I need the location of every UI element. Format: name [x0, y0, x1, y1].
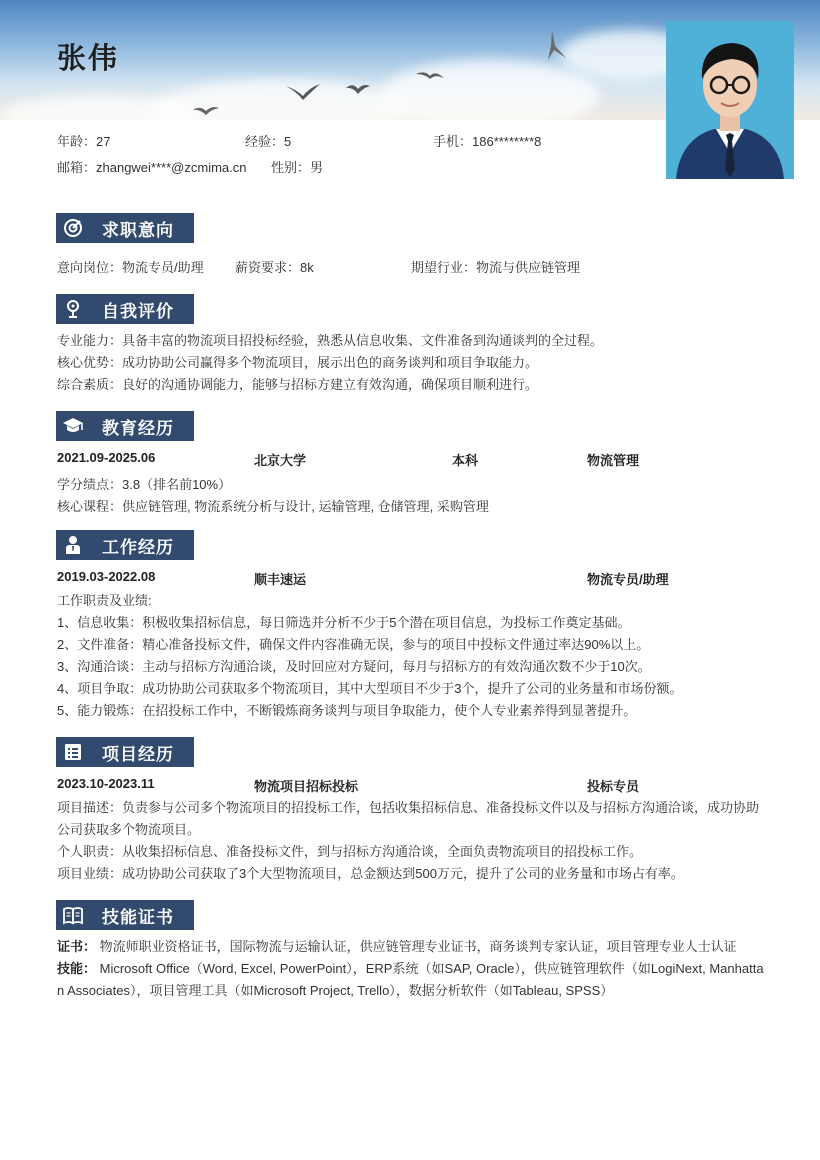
intent-industry: 期望行业：物流与供应链管理 [411, 260, 581, 275]
project-details [57, 797, 769, 885]
seagull-icon [538, 28, 568, 62]
section-header-education [56, 411, 194, 441]
section-title: 技能证书 [102, 907, 174, 927]
graduation-cap-icon [58, 411, 88, 441]
self-eval-line: 综合素质：良好的沟通协调能力，能够与招标方建立有效沟通，确保项目顺利进行。 [57, 377, 539, 392]
work-date: 2019.03-2022.08 [57, 569, 156, 584]
list-icon [58, 737, 88, 767]
certificates-text: 物流师职业资格证书，国际物流与运输认证，供应链管理专业证书，商务谈判专家认证，项目管理专业人士认证 [99, 939, 737, 954]
project-role: 投标专员 [587, 779, 640, 794]
intent-position: 意向岗位：物流专员/助理 [57, 260, 204, 275]
education-degree: 本科 [452, 453, 479, 468]
certificates-line [57, 936, 769, 958]
section-header-skills [56, 900, 194, 930]
gender-info: 性别：男 [271, 160, 324, 175]
section-header-intent [56, 213, 194, 243]
work-duty-item: 3、沟通洽谈：主动与招标方沟通洽谈，及时回应对方疑问，每月与招标方的有效沟通次数不少于10次。 [57, 659, 651, 674]
section-title: 自我评价 [102, 301, 174, 321]
work-duty-item: 1、信息收集：积极收集招标信息，每日筛选并分析不少于5个潜在项目信息，为投标工作奠定基础。 [57, 615, 631, 630]
flower-icon [58, 294, 88, 324]
section-title: 项目经历 [102, 744, 174, 764]
seagull-icon [192, 104, 220, 116]
person-avatar-icon [666, 21, 794, 179]
section-title: 求职意向 [102, 220, 174, 240]
education-date: 2021.09-2025.06 [57, 450, 156, 465]
work-duty-item: 2、文件准备：精心准备投标文件，确保文件内容准确无误，参与的项目中投标文件通过率达90%以上。 [57, 637, 650, 652]
project-result: 项目业绩：成功协助公司获取了3个大型物流项目，总金额达到500万元，提升了公司的业务量和市场占有率。 [57, 866, 684, 881]
skills-text: Microsoft Office（Word, Excel, PowerPoint），ERP系统（如SAP, Oracle），供应链管理软件（如LogiNext, Manhattan Associates），项目管理工具（如Microsoft Project, Trello），数据分析软件（如Tableau, SPSS） [57, 961, 764, 998]
work-company: 顺丰速运 [254, 572, 307, 587]
project-duty: 个人职责：从收集招标信息、准备投标文件，到与招标方沟通洽谈，全面负责物流项目的招投标工作。 [57, 844, 643, 859]
phone-info: 手机：186********8 [433, 134, 542, 149]
book-icon [58, 900, 88, 930]
work-role: 物流专员/助理 [587, 572, 669, 587]
target-icon [58, 213, 88, 243]
self-eval-list [57, 330, 769, 396]
seagull-icon [415, 68, 445, 84]
work-duties-label: 工作职责及业绩: [57, 593, 152, 608]
intent-salary: 薪资要求：8k [235, 260, 314, 275]
work-duty-item: 4、项目争取：成功协助公司获取多个物流项目，其中大型项目不少于3个，提升了公司的业务量和市场份额。 [57, 681, 683, 696]
education-major: 物流管理 [587, 453, 640, 468]
self-eval-line: 专业能力：具备丰富的物流项目招投标经验，熟悉从信息收集、文件准备到沟通谈判的全过程。 [57, 333, 604, 348]
seagull-icon [285, 82, 321, 102]
skills-details [57, 936, 769, 1002]
project-name: 物流项目招标投标 [254, 779, 359, 794]
project-description: 项目描述：负责参与公司多个物流项目的招投标工作，包括收集招标信息、准备投标文件以及与招标方沟通洽谈，成功协助公司获取多个物流项目。 [57, 800, 760, 837]
profile-photo [666, 21, 794, 179]
person-icon [58, 530, 88, 560]
self-eval-line: 核心优势：成功协助公司赢得多个物流项目，展示出色的商务谈判和项目争取能力。 [57, 355, 539, 370]
experience-info: 经验：5 [245, 134, 292, 149]
certificates-label: 证书： [57, 939, 97, 954]
seagull-icon [345, 80, 371, 96]
project-date: 2023.10-2023.11 [57, 776, 155, 791]
section-title: 教育经历 [102, 418, 174, 438]
section-header-self-eval [56, 294, 194, 324]
skills-line [57, 958, 769, 1002]
age-info: 年龄：27 [57, 134, 111, 149]
cloud-shape [380, 60, 600, 120]
section-title: 工作经历 [102, 537, 174, 557]
section-header-work [56, 530, 194, 560]
email-info: 邮箱：zhangwei****@zcmima.cn [57, 160, 247, 175]
education-gpa: 学分绩点：3.8（排名前10%） [57, 477, 232, 492]
skills-label: 技能： [57, 961, 97, 976]
education-school: 北京大学 [254, 453, 307, 468]
section-header-project [56, 737, 194, 767]
education-courses: 核心课程：供应链管理, 物流系统分析与设计, 运输管理, 仓储管理, 采购管理 [57, 499, 489, 514]
work-duty-item: 5、能力锻炼：在招投标工作中，不断锻炼商务谈判与项目争取能力，使个人专业素养得到显著提升。 [57, 703, 637, 718]
work-duties [57, 590, 769, 722]
candidate-name: 张伟 [57, 43, 120, 75]
